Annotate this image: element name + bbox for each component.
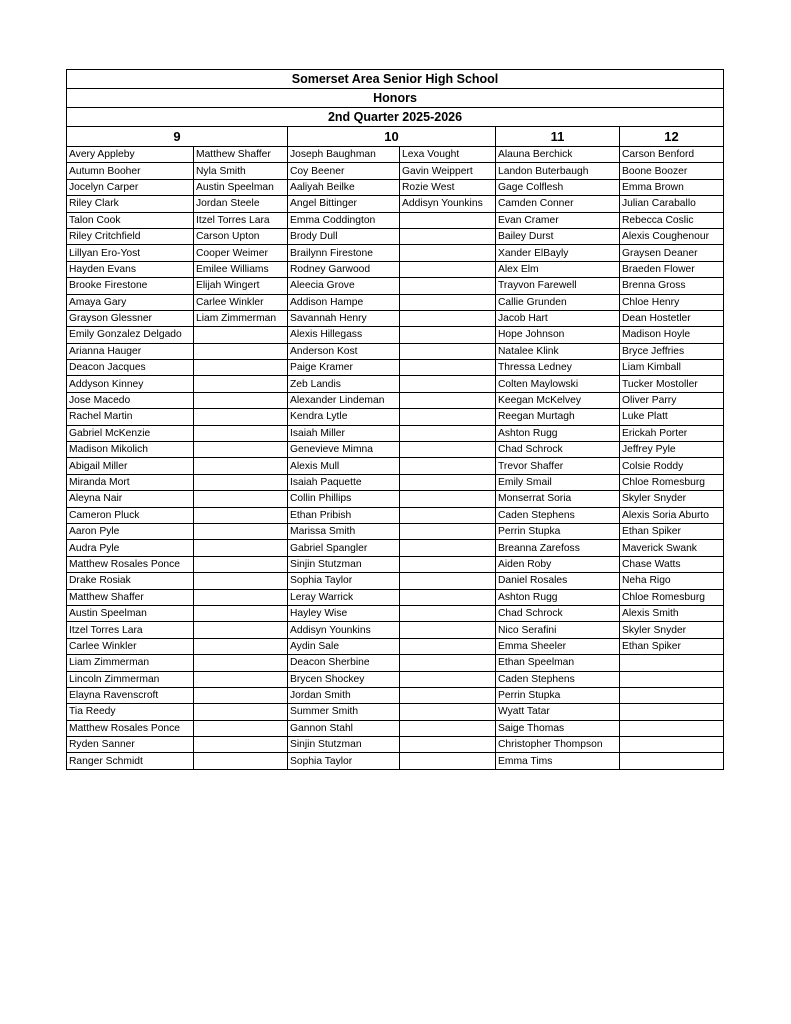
student-name-cell bbox=[194, 622, 288, 638]
student-name-cell bbox=[400, 327, 496, 343]
student-name-cell bbox=[400, 409, 496, 425]
student-name-cell bbox=[400, 622, 496, 638]
student-name-cell bbox=[194, 540, 288, 556]
student-name-cell bbox=[400, 605, 496, 621]
student-name-cell bbox=[400, 720, 496, 736]
roster-body bbox=[67, 147, 724, 770]
student-name-cell bbox=[400, 687, 496, 703]
student-name-cell: Lexa Vought bbox=[400, 147, 496, 163]
student-name-cell bbox=[194, 327, 288, 343]
student-name-cell: Cooper Weimer bbox=[194, 245, 288, 261]
student-name-cell: Abigail Miller bbox=[67, 458, 194, 474]
table-row bbox=[67, 360, 724, 376]
student-name-cell bbox=[194, 573, 288, 589]
student-name-cell: Gabriel Spangler bbox=[288, 540, 400, 556]
student-name-cell: Isaiah Miller bbox=[288, 425, 400, 441]
student-name-cell bbox=[620, 737, 724, 753]
table-row bbox=[67, 376, 724, 392]
student-name-cell: Ashton Rugg bbox=[496, 589, 620, 605]
student-name-cell: Brenna Gross bbox=[620, 278, 724, 294]
student-name-cell: Gannon Stahl bbox=[288, 720, 400, 736]
student-name-cell: Perrin Stupka bbox=[496, 523, 620, 539]
student-name-cell: Ethan Speelman bbox=[496, 655, 620, 671]
school-name: Somerset Area Senior High School bbox=[67, 70, 724, 89]
student-name-cell: Summer Smith bbox=[288, 704, 400, 720]
student-name-cell: Liam Zimmerman bbox=[67, 655, 194, 671]
student-name-cell: Jordan Steele bbox=[194, 196, 288, 212]
student-name-cell: Brody Dull bbox=[288, 228, 400, 244]
table-row bbox=[67, 491, 724, 507]
student-name-cell: Jeffrey Pyle bbox=[620, 442, 724, 458]
student-name-cell: Hayden Evans bbox=[67, 261, 194, 277]
table-row bbox=[67, 458, 724, 474]
student-name-cell: Emma Sheeler bbox=[496, 638, 620, 654]
student-name-cell: Aiden Roby bbox=[496, 556, 620, 572]
student-name-cell: Gabriel McKenzie bbox=[67, 425, 194, 441]
student-name-cell: Emilee Williams bbox=[194, 261, 288, 277]
student-name-cell bbox=[400, 228, 496, 244]
student-name-cell: Madison Hoyle bbox=[620, 327, 724, 343]
student-name-cell bbox=[400, 442, 496, 458]
grade-9-header: 9 bbox=[67, 127, 288, 147]
student-name-cell: Graysen Deaner bbox=[620, 245, 724, 261]
student-name-cell: Tucker Mostoller bbox=[620, 376, 724, 392]
student-name-cell: Rodney Garwood bbox=[288, 261, 400, 277]
student-name-cell bbox=[400, 491, 496, 507]
student-name-cell: Chloe Henry bbox=[620, 294, 724, 310]
student-name-cell: Skyler Snyder bbox=[620, 622, 724, 638]
student-name-cell: Nico Serafini bbox=[496, 622, 620, 638]
student-name-cell bbox=[194, 491, 288, 507]
student-name-cell bbox=[194, 343, 288, 359]
student-name-cell: Addisyn Younkins bbox=[400, 196, 496, 212]
student-name-cell: Riley Clark bbox=[67, 196, 194, 212]
student-name-cell: Aleecia Grove bbox=[288, 278, 400, 294]
honors-table bbox=[66, 69, 724, 770]
student-name-cell bbox=[194, 360, 288, 376]
table-row bbox=[67, 556, 724, 572]
student-name-cell bbox=[400, 523, 496, 539]
student-name-cell bbox=[620, 704, 724, 720]
student-name-cell: Camden Conner bbox=[496, 196, 620, 212]
student-name-cell: Emily Smail bbox=[496, 474, 620, 490]
table-row bbox=[67, 212, 724, 228]
table-row bbox=[67, 409, 724, 425]
student-name-cell: Talon Cook bbox=[67, 212, 194, 228]
student-name-cell: Brailynn Firestone bbox=[288, 245, 400, 261]
student-name-cell bbox=[400, 278, 496, 294]
student-name-cell bbox=[400, 704, 496, 720]
student-name-cell bbox=[400, 245, 496, 261]
student-name-cell: Lincoln Zimmerman bbox=[67, 671, 194, 687]
student-name-cell bbox=[194, 638, 288, 654]
student-name-cell: Luke Platt bbox=[620, 409, 724, 425]
student-name-cell: Evan Cramer bbox=[496, 212, 620, 228]
student-name-cell: Bryce Jeffries bbox=[620, 343, 724, 359]
student-name-cell: Carlee Winkler bbox=[67, 638, 194, 654]
student-name-cell: Kendra Lytle bbox=[288, 409, 400, 425]
student-name-cell bbox=[400, 212, 496, 228]
grade-header-row bbox=[67, 127, 724, 147]
student-name-cell bbox=[620, 671, 724, 687]
student-name-cell: Leray Warrick bbox=[288, 589, 400, 605]
student-name-cell: Emma Coddington bbox=[288, 212, 400, 228]
table-row bbox=[67, 294, 724, 310]
student-name-cell: Hayley Wise bbox=[288, 605, 400, 621]
student-name-cell: Deacon Jacques bbox=[67, 360, 194, 376]
table-row bbox=[67, 671, 724, 687]
student-name-cell: Landon Buterbaugh bbox=[496, 163, 620, 179]
student-name-cell bbox=[194, 458, 288, 474]
student-name-cell: Jocelyn Carper bbox=[67, 179, 194, 195]
student-name-cell: Aaron Pyle bbox=[67, 523, 194, 539]
student-name-cell: Savannah Henry bbox=[288, 310, 400, 326]
student-name-cell: Breanna Zarefoss bbox=[496, 540, 620, 556]
student-name-cell bbox=[400, 671, 496, 687]
student-name-cell bbox=[620, 720, 724, 736]
student-name-cell bbox=[194, 507, 288, 523]
grade-11-header: 11 bbox=[496, 127, 620, 147]
student-name-cell bbox=[400, 474, 496, 490]
student-name-cell bbox=[400, 638, 496, 654]
student-name-cell: Audra Pyle bbox=[67, 540, 194, 556]
table-row bbox=[67, 737, 724, 753]
student-name-cell: Austin Speelman bbox=[67, 605, 194, 621]
student-name-cell: Addyson Kinney bbox=[67, 376, 194, 392]
student-name-cell: Emma Tims bbox=[496, 753, 620, 769]
table-row bbox=[67, 147, 724, 163]
table-row bbox=[67, 540, 724, 556]
table-row bbox=[67, 343, 724, 359]
student-name-cell: Daniel Rosales bbox=[496, 573, 620, 589]
student-name-cell: Neha Rigo bbox=[620, 573, 724, 589]
student-name-cell bbox=[194, 671, 288, 687]
table-row bbox=[67, 605, 724, 621]
student-name-cell bbox=[620, 655, 724, 671]
student-name-cell bbox=[400, 294, 496, 310]
student-name-cell bbox=[194, 589, 288, 605]
student-name-cell: Drake Rosiak bbox=[67, 573, 194, 589]
student-name-cell bbox=[620, 753, 724, 769]
student-name-cell: Addisyn Younkins bbox=[288, 622, 400, 638]
student-name-cell bbox=[400, 737, 496, 753]
student-name-cell bbox=[400, 655, 496, 671]
student-name-cell: Jordan Smith bbox=[288, 687, 400, 703]
student-name-cell: Ethan Spiker bbox=[620, 638, 724, 654]
student-name-cell: Caden Stephens bbox=[496, 671, 620, 687]
student-name-cell: Braeden Flower bbox=[620, 261, 724, 277]
student-name-cell: Alexis Coughenour bbox=[620, 228, 724, 244]
student-name-cell: Paige Kramer bbox=[288, 360, 400, 376]
student-name-cell: Itzel Torres Lara bbox=[67, 622, 194, 638]
table-row bbox=[67, 278, 724, 294]
student-name-cell: Oliver Parry bbox=[620, 392, 724, 408]
student-name-cell: Marissa Smith bbox=[288, 523, 400, 539]
student-name-cell: Matthew Rosales Ponce bbox=[67, 556, 194, 572]
student-name-cell: Tia Reedy bbox=[67, 704, 194, 720]
student-name-cell bbox=[194, 704, 288, 720]
student-name-cell: Saige Thomas bbox=[496, 720, 620, 736]
student-name-cell: Ashton Rugg bbox=[496, 425, 620, 441]
student-name-cell: Carson Upton bbox=[194, 228, 288, 244]
table-row bbox=[67, 589, 724, 605]
student-name-cell bbox=[194, 425, 288, 441]
table-row bbox=[67, 655, 724, 671]
student-name-cell bbox=[194, 474, 288, 490]
student-name-cell: Brycen Shockey bbox=[288, 671, 400, 687]
table-row bbox=[67, 507, 724, 523]
student-name-cell: Deacon Sherbine bbox=[288, 655, 400, 671]
student-name-cell: Alexander Lindeman bbox=[288, 392, 400, 408]
student-name-cell: Ethan Spiker bbox=[620, 523, 724, 539]
student-name-cell: Boone Boozer bbox=[620, 163, 724, 179]
list-title-row bbox=[67, 89, 724, 108]
student-name-cell: Elijah Wingert bbox=[194, 278, 288, 294]
student-name-cell: Alexis Mull bbox=[288, 458, 400, 474]
student-name-cell: Aydin Sale bbox=[288, 638, 400, 654]
student-name-cell: Keegan McKelvey bbox=[496, 392, 620, 408]
student-name-cell: Matthew Rosales Ponce bbox=[67, 720, 194, 736]
student-name-cell: Julian Caraballo bbox=[620, 196, 724, 212]
student-name-cell bbox=[194, 687, 288, 703]
student-name-cell: Colsie Roddy bbox=[620, 458, 724, 474]
student-name-cell bbox=[400, 261, 496, 277]
student-name-cell: Thressa Ledney bbox=[496, 360, 620, 376]
student-name-cell: Chase Watts bbox=[620, 556, 724, 572]
student-name-cell: Natalee Klink bbox=[496, 343, 620, 359]
student-name-cell: Alauna Berchick bbox=[496, 147, 620, 163]
student-name-cell bbox=[400, 556, 496, 572]
student-name-cell bbox=[400, 753, 496, 769]
student-name-cell bbox=[194, 655, 288, 671]
student-name-cell bbox=[194, 442, 288, 458]
student-name-cell: Austin Speelman bbox=[194, 179, 288, 195]
student-name-cell: Avery Appleby bbox=[67, 147, 194, 163]
student-name-cell: Chad Schrock bbox=[496, 442, 620, 458]
student-name-cell: Rachel Martin bbox=[67, 409, 194, 425]
student-name-cell bbox=[400, 360, 496, 376]
table-row bbox=[67, 573, 724, 589]
student-name-cell bbox=[400, 573, 496, 589]
student-name-cell bbox=[194, 737, 288, 753]
student-name-cell: Sophia Taylor bbox=[288, 753, 400, 769]
student-name-cell: Nyla Smith bbox=[194, 163, 288, 179]
student-name-cell: Jacob Hart bbox=[496, 310, 620, 326]
table-row bbox=[67, 245, 724, 261]
student-name-cell: Christopher Thompson bbox=[496, 737, 620, 753]
student-name-cell: Elayna Ravenscroft bbox=[67, 687, 194, 703]
student-name-cell: Chad Schrock bbox=[496, 605, 620, 621]
student-name-cell: Xander ElBayly bbox=[496, 245, 620, 261]
student-name-cell: Liam Kimball bbox=[620, 360, 724, 376]
student-name-cell bbox=[400, 507, 496, 523]
student-name-cell bbox=[194, 523, 288, 539]
student-name-cell bbox=[194, 556, 288, 572]
student-name-cell: Alex Elm bbox=[496, 261, 620, 277]
student-name-cell bbox=[194, 409, 288, 425]
table-row bbox=[67, 474, 724, 490]
table-row bbox=[67, 442, 724, 458]
table-row bbox=[67, 425, 724, 441]
student-name-cell: Alexis Soria Aburto bbox=[620, 507, 724, 523]
table-row bbox=[67, 720, 724, 736]
student-name-cell: Carlee Winkler bbox=[194, 294, 288, 310]
student-name-cell: Caden Stephens bbox=[496, 507, 620, 523]
student-name-cell: Skyler Snyder bbox=[620, 491, 724, 507]
student-name-cell: Matthew Shaffer bbox=[194, 147, 288, 163]
student-name-cell bbox=[194, 720, 288, 736]
student-name-cell bbox=[400, 343, 496, 359]
student-name-cell: Alexis Smith bbox=[620, 605, 724, 621]
student-name-cell: Cameron Pluck bbox=[67, 507, 194, 523]
student-name-cell: Riley Critchfield bbox=[67, 228, 194, 244]
student-name-cell bbox=[400, 458, 496, 474]
student-name-cell: Wyatt Tatar bbox=[496, 704, 620, 720]
student-name-cell: Autumn Booher bbox=[67, 163, 194, 179]
student-name-cell: Colten Maylowski bbox=[496, 376, 620, 392]
student-name-cell bbox=[194, 376, 288, 392]
table-row bbox=[67, 163, 724, 179]
student-name-cell: Jose Macedo bbox=[67, 392, 194, 408]
student-name-cell: Ethan Pribish bbox=[288, 507, 400, 523]
student-name-cell bbox=[400, 376, 496, 392]
student-name-cell: Lillyan Ero-Yost bbox=[67, 245, 194, 261]
table-row bbox=[67, 687, 724, 703]
student-name-cell: Emma Brown bbox=[620, 179, 724, 195]
student-name-cell: Coy Beener bbox=[288, 163, 400, 179]
student-name-cell bbox=[194, 753, 288, 769]
student-name-cell: Hope Johnson bbox=[496, 327, 620, 343]
student-name-cell: Aleyna Nair bbox=[67, 491, 194, 507]
term-title: 2nd Quarter 2025-2026 bbox=[67, 108, 724, 127]
table-row bbox=[67, 704, 724, 720]
student-name-cell: Emily Gonzalez Delgado bbox=[67, 327, 194, 343]
student-name-cell: Chloe Romesburg bbox=[620, 474, 724, 490]
table-row bbox=[67, 392, 724, 408]
student-name-cell: Zeb Landis bbox=[288, 376, 400, 392]
student-name-cell: Amaya Gary bbox=[67, 294, 194, 310]
table-row bbox=[67, 622, 724, 638]
student-name-cell: Sinjin Stutzman bbox=[288, 737, 400, 753]
student-name-cell: Grayson Glessner bbox=[67, 310, 194, 326]
table-row bbox=[67, 310, 724, 326]
student-name-cell: Rebecca Coslic bbox=[620, 212, 724, 228]
table-row bbox=[67, 228, 724, 244]
student-name-cell: Itzel Torres Lara bbox=[194, 212, 288, 228]
student-name-cell: Sinjin Stutzman bbox=[288, 556, 400, 572]
student-name-cell: Gage Colflesh bbox=[496, 179, 620, 195]
student-name-cell: Dean Hostetler bbox=[620, 310, 724, 326]
list-title: Honors bbox=[67, 89, 724, 108]
student-name-cell: Reegan Murtagh bbox=[496, 409, 620, 425]
table-row bbox=[67, 638, 724, 654]
student-name-cell: Sophia Taylor bbox=[288, 573, 400, 589]
student-name-cell bbox=[400, 310, 496, 326]
table-row bbox=[67, 327, 724, 343]
student-name-cell: Madison Mikolich bbox=[67, 442, 194, 458]
student-name-cell: Erickah Porter bbox=[620, 425, 724, 441]
table-row bbox=[67, 196, 724, 212]
student-name-cell: Joseph Baughman bbox=[288, 147, 400, 163]
table-row bbox=[67, 523, 724, 539]
student-name-cell: Carson Benford bbox=[620, 147, 724, 163]
student-name-cell: Anderson Kost bbox=[288, 343, 400, 359]
student-name-cell: Gavin Weippert bbox=[400, 163, 496, 179]
student-name-cell: Ryden Sanner bbox=[67, 737, 194, 753]
student-name-cell: Matthew Shaffer bbox=[67, 589, 194, 605]
student-name-cell: Addison Hampe bbox=[288, 294, 400, 310]
student-name-cell: Ranger Schmidt bbox=[67, 753, 194, 769]
table-row bbox=[67, 753, 724, 769]
grade-10-header: 10 bbox=[288, 127, 496, 147]
student-name-cell bbox=[400, 392, 496, 408]
student-name-cell: Genevieve Mimna bbox=[288, 442, 400, 458]
table-row bbox=[67, 179, 724, 195]
student-name-cell bbox=[194, 392, 288, 408]
student-name-cell: Liam Zimmerman bbox=[194, 310, 288, 326]
school-title-row bbox=[67, 70, 724, 89]
student-name-cell: Trevor Shaffer bbox=[496, 458, 620, 474]
student-name-cell: Collin Phillips bbox=[288, 491, 400, 507]
student-name-cell bbox=[400, 589, 496, 605]
student-name-cell bbox=[400, 425, 496, 441]
student-name-cell bbox=[194, 605, 288, 621]
student-name-cell bbox=[400, 540, 496, 556]
student-name-cell: Maverick Swank bbox=[620, 540, 724, 556]
student-name-cell: Miranda Mort bbox=[67, 474, 194, 490]
student-name-cell: Monserrat Soria bbox=[496, 491, 620, 507]
table-row bbox=[67, 261, 724, 277]
student-name-cell: Rozie West bbox=[400, 179, 496, 195]
student-name-cell: Trayvon Farewell bbox=[496, 278, 620, 294]
student-name-cell: Brooke Firestone bbox=[67, 278, 194, 294]
student-name-cell: Aaliyah Beilke bbox=[288, 179, 400, 195]
term-row bbox=[67, 108, 724, 127]
student-name-cell: Arianna Hauger bbox=[67, 343, 194, 359]
grade-12-header: 12 bbox=[620, 127, 724, 147]
student-name-cell: Bailey Durst bbox=[496, 228, 620, 244]
student-name-cell: Chloe Romesburg bbox=[620, 589, 724, 605]
student-name-cell bbox=[620, 687, 724, 703]
student-name-cell: Perrin Stupka bbox=[496, 687, 620, 703]
student-name-cell: Alexis Hillegass bbox=[288, 327, 400, 343]
student-name-cell: Isaiah Paquette bbox=[288, 474, 400, 490]
student-name-cell: Angel Bittinger bbox=[288, 196, 400, 212]
student-name-cell: Callie Grunden bbox=[496, 294, 620, 310]
